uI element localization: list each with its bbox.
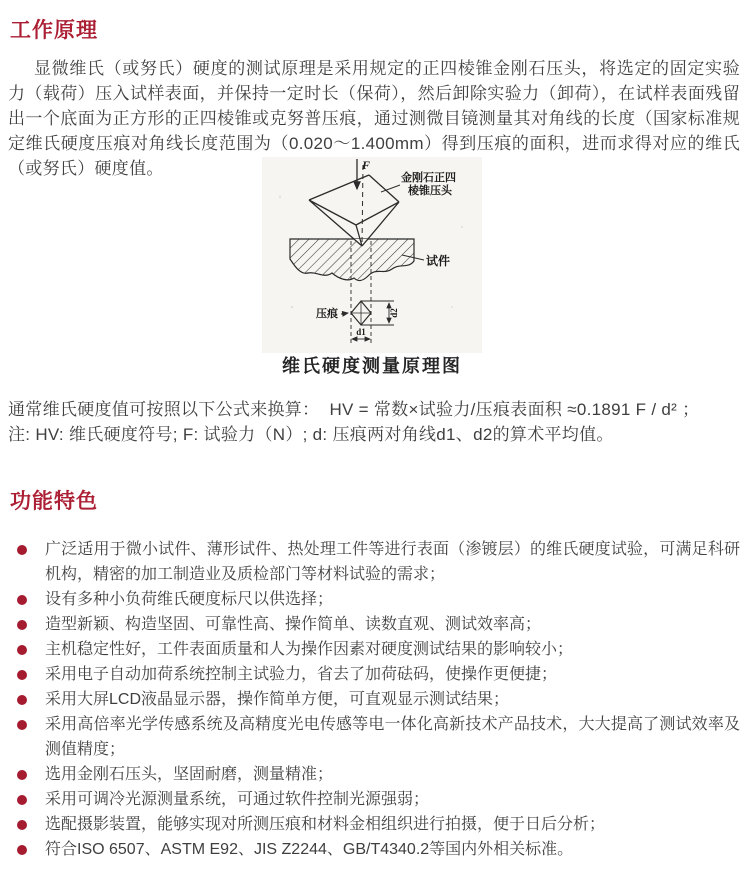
feature-text: 采用可调冷光源测量系统，可通过软件控制光源强弱； xyxy=(45,791,430,808)
conversion-formula-block xyxy=(8,397,742,447)
feature-item xyxy=(0,662,740,687)
feature-text: 选用金刚石压头，坚固耐磨，测量精准； xyxy=(45,766,334,783)
feature-text: 造型新颖、构造坚固、可靠性高、操作简单、读数直观、测试效率高； xyxy=(45,616,542,633)
indenter-label-line2: 棱锥压头 xyxy=(408,185,452,197)
feature-text: 选配摄影装置，能够实现对所测压痕和材料金相组织进行拍摄，便于日后分析； xyxy=(45,816,606,833)
bullet-dot-icon xyxy=(17,545,27,555)
bullet-dot-icon xyxy=(17,845,27,855)
formula-note-line: 注: HV: 维氏硬度符号; F: 试验力（N）; d: 压痕两对角线d1、d2的算术平均值。 xyxy=(8,425,614,444)
vickers-principle-diagram xyxy=(262,157,482,377)
section-heading-features: 功能特色 xyxy=(10,490,98,513)
feature-item xyxy=(0,837,740,862)
bullet-dot-icon xyxy=(17,770,27,780)
specimen-label: 试件 xyxy=(426,254,451,268)
feature-text: 采用大屏LCD液晶显示器，操作简单方便，可直观显示测试结果； xyxy=(45,691,510,708)
feature-item xyxy=(0,687,740,712)
bullet-dot-icon xyxy=(17,695,27,705)
principle-paragraph: 显微维氏（或努氏）硬度的测试原理是采用规定的正四棱锥金刚石压头，将选定的固定实验力（载荷）压入试样表面，并保持一定时长（保荷），然后卸除实验力（卸荷），在试样表面残留出一个底面为正方形的正四棱锥或克努普压痕，通过测微目镜测量其对角线的长度（国家标准规定维氏硬度压痕对角线长度范围为（0.020～1.400mm）得到压痕的面积，进而求得对应的维氏（或努氏）硬度值。 xyxy=(8,59,740,178)
bullet-dot-icon xyxy=(17,670,27,680)
bullet-dot-icon xyxy=(17,720,27,730)
feature-item xyxy=(0,787,740,812)
feature-text: 主机稳定性好，工件表面质量和人为操作因素对硬度测试结果的影响较小； xyxy=(45,641,574,658)
feature-text: 采用电子自动加荷系统控制主试验力，省去了加荷砝码，使操作更便捷； xyxy=(45,666,558,683)
feature-item xyxy=(0,812,740,837)
feature-item xyxy=(0,587,740,612)
force-label: F xyxy=(362,158,371,172)
bullet-dot-icon xyxy=(17,795,27,805)
feature-list xyxy=(0,537,740,862)
diagram-caption: 维氏硬度测量原理图 xyxy=(282,356,462,376)
d1-dimension-label: d1 xyxy=(356,327,366,337)
feature-item xyxy=(0,537,740,587)
bullet-dot-icon xyxy=(17,645,27,655)
vickers-diagram-figure xyxy=(262,157,482,353)
feature-item xyxy=(0,762,740,787)
feature-text: 设有多种小负荷维氏硬度标尺以供选择； xyxy=(45,591,334,608)
feature-item xyxy=(0,612,740,637)
feature-item xyxy=(0,712,740,762)
feature-text: 符合ISO 6507、ASTM E92、JIS Z2244、GB/T4340.2等国内外相关标准。 xyxy=(45,841,574,858)
feature-item xyxy=(0,637,740,662)
bullet-dot-icon xyxy=(17,595,27,605)
indentation-label: 压痕 xyxy=(316,308,338,320)
d2-dimension-label: d2 xyxy=(389,308,399,318)
conversion-formula-line: 通常维氏硬度值可按照以下公式来换算： HV = 常数×试验力/压痕表面积 ≈0.1891 F / d² ； xyxy=(8,400,700,419)
bullet-dot-icon xyxy=(17,820,27,830)
bullet-dot-icon xyxy=(17,620,27,630)
indenter-label-line1: 金刚石正四 xyxy=(401,172,456,184)
section-heading-working-principle: 工作原理 xyxy=(10,19,98,42)
feature-text: 采用高倍率光学传感系统及高精度光电传感等电一体化高新技术产品技术，大大提高了测试效率及测值精度； xyxy=(45,716,740,758)
feature-text: 广泛适用于微小试件、薄形试件、热处理工件等进行表面（渗镀层）的维氏硬度试验，可满足科研机构，精密的加工制造业及质检部门等材料试验的需求； xyxy=(45,541,740,583)
